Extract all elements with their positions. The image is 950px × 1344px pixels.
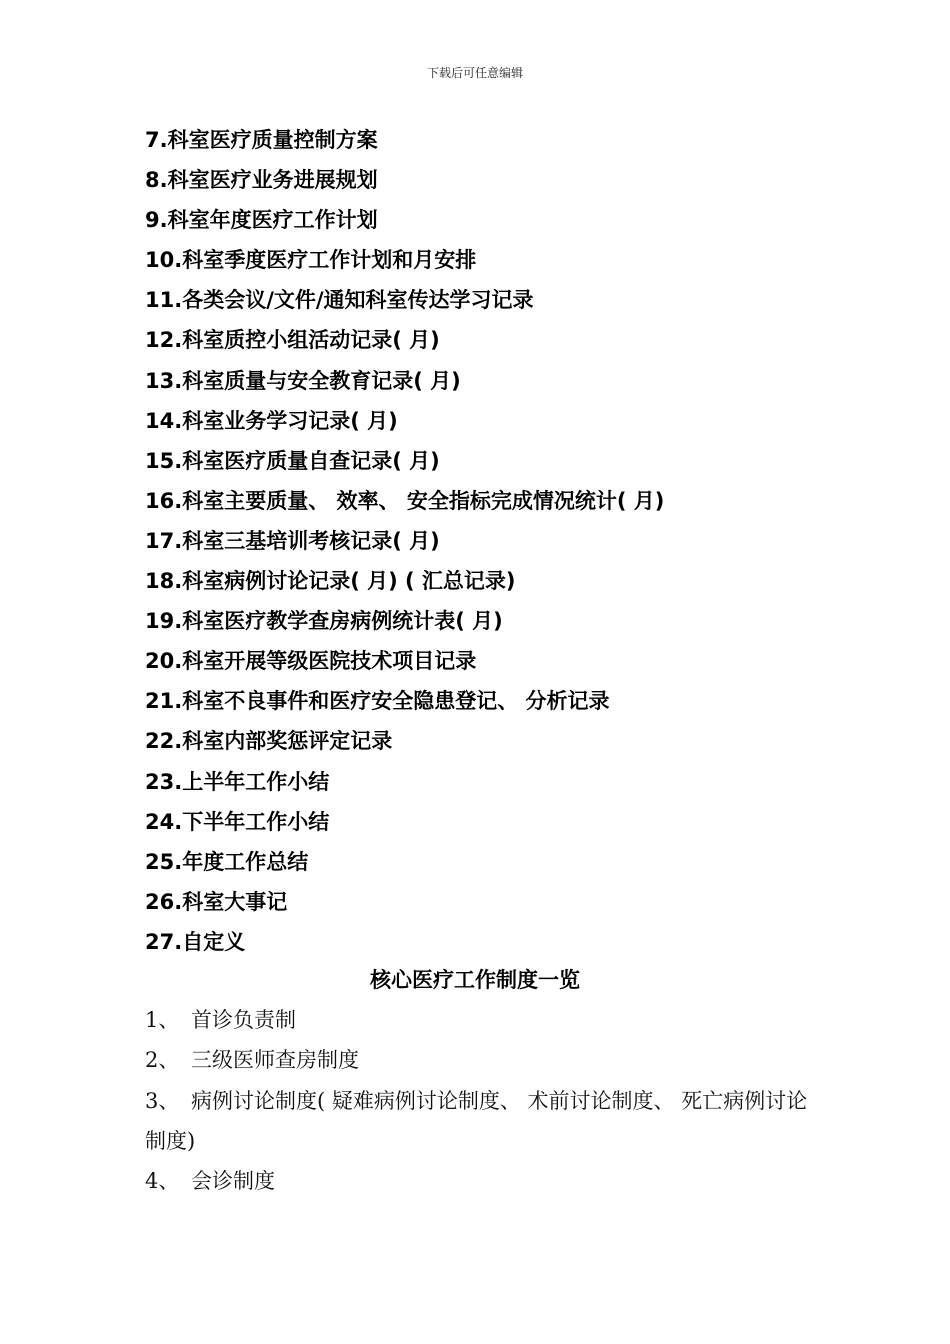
list-item: 25.年度工作总结: [145, 849, 309, 874]
policy-number: 3、: [145, 1088, 180, 1113]
policy-list: [145, 1000, 825, 1201]
list-item: 16.科室主要质量、 效率、 安全指标完成情况统计( 月): [145, 488, 665, 513]
list-item: 18.科室病例讨论记录( 月) ( 汇总记录): [145, 569, 516, 594]
list-item: 21.科室不良事件和医疗安全隐患登记、 分析记录: [145, 689, 610, 714]
list-item: 14.科室业务学习记录( 月): [145, 408, 398, 433]
list-item: 24.下半年工作小结: [145, 809, 330, 834]
policy-number: 2、: [145, 1048, 180, 1073]
policy-item: [145, 1161, 825, 1201]
policy-item: [145, 1040, 825, 1080]
policy-text: 会诊制度: [191, 1169, 275, 1194]
list-item: 10.科室季度医疗工作计划和月安排: [145, 248, 477, 273]
policy-text: 三级医师查房制度: [191, 1048, 359, 1073]
list-item: 8.科室医疗业务进展规划: [145, 168, 378, 193]
list-item: 9.科室年度医疗工作计划: [145, 208, 378, 233]
section-title: 核心医疗工作制度一览: [370, 968, 580, 992]
list-item: 13.科室质量与安全教育记录( 月): [145, 368, 461, 393]
policy-text: 首诊负责制: [191, 1008, 296, 1032]
list-item: 26.科室大事记: [145, 889, 288, 914]
list-item: 20.科室开展等级医院技术项目记录: [145, 649, 477, 674]
list-item: 19.科室医疗教学查房病例统计表( 月): [145, 609, 503, 634]
policy-text: 病例讨论制度( 疑难病例讨论制度、 术前讨论制度、 死亡病例讨论制度): [145, 1088, 808, 1153]
list-item: 11.各类会议/文件/通知科室传达学习记录: [145, 288, 534, 313]
list-item: 23.上半年工作小结: [145, 769, 330, 794]
list-item: 12.科室质控小组活动记录( 月): [145, 328, 440, 353]
list-item: 17.科室三基培训考核记录( 月): [145, 528, 440, 553]
policy-number: 4、: [145, 1169, 180, 1194]
list-item: 15.科室医疗质量自查记录( 月): [145, 448, 440, 473]
policy-item: [145, 1000, 825, 1040]
list-item: 27.自定义: [145, 929, 246, 954]
download-note: 下载后可任意编辑: [426, 66, 523, 80]
list-item: 22.科室内部奖惩评定记录: [145, 729, 393, 754]
list-item: 7.科室医疗质量控制方案: [145, 128, 378, 152]
record-list: [145, 120, 845, 962]
policy-number: 1、: [145, 1008, 180, 1032]
policy-item: [145, 1081, 825, 1162]
